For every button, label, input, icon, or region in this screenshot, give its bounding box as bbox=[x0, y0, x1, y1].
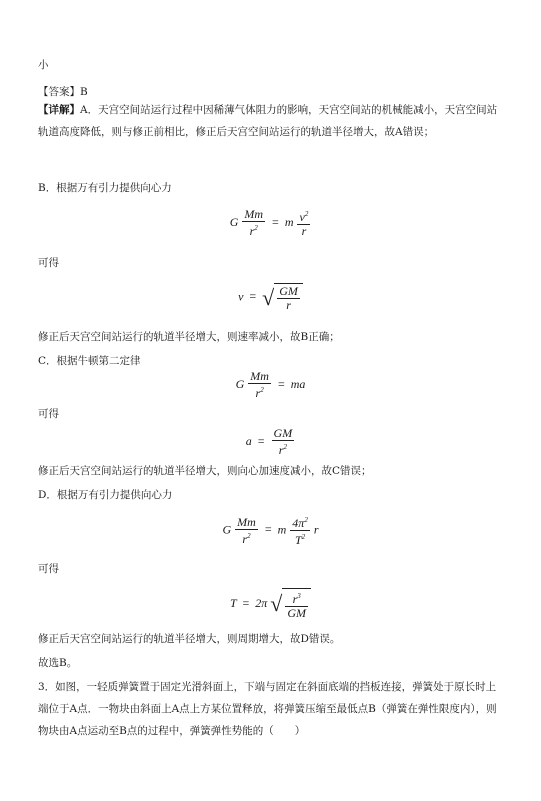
eq5-den-left-base: r bbox=[242, 531, 248, 546]
eq6-radical-sign: √ bbox=[270, 591, 283, 616]
eq5-num-right bbox=[290, 514, 310, 531]
eq3-equals: = bbox=[277, 376, 285, 391]
eq4-den bbox=[272, 441, 295, 457]
eq2-sqrt bbox=[262, 283, 303, 312]
eq6-frac bbox=[285, 590, 308, 620]
eq2-lhs: v bbox=[238, 289, 244, 304]
d-intro: D．根据万有引力提供向心力 bbox=[38, 489, 173, 501]
eq1-num-right-base: v bbox=[299, 210, 305, 224]
eq5-num-left: Mm bbox=[237, 514, 256, 529]
eq2-num: GM bbox=[279, 284, 298, 298]
eq5-num-right-sup: 2 bbox=[304, 516, 308, 524]
eq1-den-left-sup: 2 bbox=[254, 224, 258, 232]
eq4-num: GM bbox=[273, 426, 293, 440]
eq2-radical-sign: √ bbox=[262, 284, 275, 310]
eq3-den bbox=[248, 384, 271, 400]
eq4-equals: = bbox=[257, 433, 265, 448]
eq4-den-sup: 2 bbox=[283, 443, 287, 451]
eq5-equals: = bbox=[264, 522, 272, 537]
eq5-den-right bbox=[290, 531, 310, 547]
eq6-num-sup: 3 bbox=[297, 592, 301, 600]
keyi-2: 可得 bbox=[38, 408, 59, 420]
eq3-frac bbox=[248, 370, 271, 400]
question-3-paragraph: 3．如图，一轻质弹簧置于固定光滑斜面上，下端与固定在斜面底端的挡板连接，弹簧处于原长时上端位于A点．一物块由斜面上A点上方某位置释放，将弹簧压缩至最低点B（弹簧在弹性限度内），则物块由A点运动至B点的过程中，弹簧弹性势能的（ ） bbox=[38, 681, 497, 737]
keyi-1: 可得 bbox=[38, 257, 59, 269]
eq3-den-sup: 2 bbox=[260, 386, 264, 394]
b-conclusion: 修正后天宫空间站运行的轨道半径增大，则速率减小，故B正确； bbox=[38, 331, 340, 343]
eq2-equals: = bbox=[249, 289, 257, 304]
eq1-m: m bbox=[284, 214, 294, 229]
eq6-equals: = bbox=[242, 595, 250, 610]
c-intro: C．根据牛顿第二定律 bbox=[38, 355, 141, 367]
equation-2 bbox=[0, 283, 541, 312]
eq5-frac-right bbox=[290, 514, 310, 547]
eq1-num-left: Mm bbox=[244, 207, 264, 221]
detail-a-text: A．天宫空间站运行过程中因稀薄气体阻力的影响，天宫空间站的机械能减小，天宫空间站轨道高度降低，则与修正前相比，修正后天宫空间站运行的轨道半径增大，故A错误； bbox=[38, 104, 498, 138]
eq1-num-right-sup: 2 bbox=[304, 210, 309, 218]
eq4-lhs: a bbox=[245, 433, 252, 448]
eq6-num-base: r bbox=[292, 592, 298, 606]
detail-a-paragraph bbox=[38, 99, 500, 143]
eq4-frac bbox=[272, 427, 295, 457]
eq5-den-left bbox=[235, 530, 258, 546]
choose-line: 故选B。 bbox=[38, 657, 78, 669]
eq2-frac bbox=[277, 285, 300, 312]
eq1-num-right bbox=[297, 208, 310, 225]
eq5-g: G bbox=[222, 522, 232, 537]
eq1-den-left-base: r bbox=[249, 224, 255, 238]
equation-1 bbox=[0, 208, 541, 238]
eq5-num-right-base: 4π bbox=[292, 516, 305, 530]
d-conclusion: 修正后天宫空间站运行的轨道半径增大，则周期增大，故D错误。 bbox=[38, 633, 341, 645]
eq1-g: G bbox=[229, 214, 239, 229]
eq3-num: Mm bbox=[250, 369, 269, 383]
top-word: 小 bbox=[38, 59, 49, 71]
c-conclusion: 修正后天宫空间站运行的轨道半径增大，则向心加速度减小，故C错误； bbox=[38, 465, 372, 477]
equation-4 bbox=[0, 427, 541, 457]
eq5-den-right-sup: 2 bbox=[301, 533, 306, 541]
equation-6 bbox=[0, 588, 541, 620]
eq5-frac-left bbox=[235, 516, 258, 546]
eq4-den-base: r bbox=[278, 443, 284, 457]
eq5-m: m bbox=[277, 522, 287, 537]
eq6-den: GM bbox=[287, 606, 306, 620]
eq3-den-base: r bbox=[255, 386, 261, 400]
eq1-den-left bbox=[242, 222, 265, 238]
answer-line: 【答案】B bbox=[38, 86, 88, 98]
eq3-rhs: ma bbox=[290, 376, 306, 391]
eq2-radicand bbox=[274, 283, 303, 312]
eq1-den-right: r bbox=[301, 224, 307, 238]
eq2-den: r bbox=[286, 298, 291, 312]
equation-3 bbox=[0, 370, 541, 400]
eq6-radicand bbox=[282, 588, 311, 620]
eq6-coef: 2π bbox=[255, 595, 268, 610]
eq6-sqrt bbox=[270, 588, 311, 620]
eq6-num bbox=[285, 590, 308, 607]
eq1-frac-left bbox=[242, 208, 265, 238]
eq1-equals: = bbox=[272, 214, 279, 229]
eq3-g: G bbox=[235, 376, 245, 391]
keyi-3: 可得 bbox=[38, 563, 59, 575]
equation-5 bbox=[0, 514, 541, 547]
eq5-den-left-sup: 2 bbox=[247, 531, 251, 540]
b-intro: B．根据万有引力提供向心力 bbox=[38, 182, 172, 194]
detail-prefix: 【详解】 bbox=[38, 104, 80, 116]
eq5-tail: r bbox=[313, 522, 319, 537]
eq5-den-right-base: T bbox=[294, 533, 302, 547]
eq1-frac-right bbox=[297, 208, 310, 238]
eq6-lhs: T bbox=[229, 595, 237, 610]
